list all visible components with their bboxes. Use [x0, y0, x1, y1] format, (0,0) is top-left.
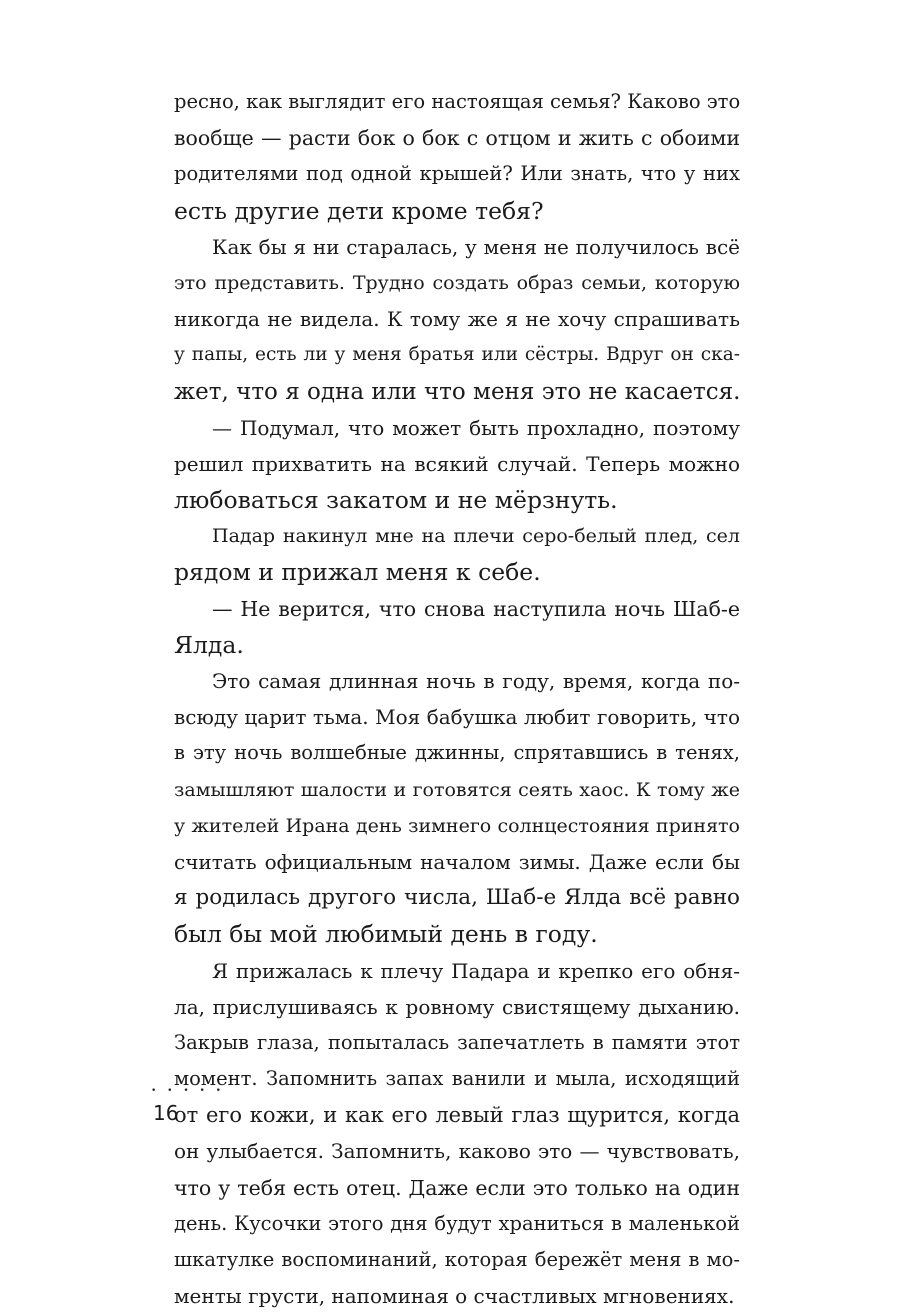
text-line: от его кожи, и как его левый глаз щурится, когда [174, 1103, 740, 1128]
text-line: день. Кусочки этого дня будут храниться в маленькой [174, 1211, 740, 1235]
text-line: Как бы я ни старалась, у меня не получилось всё [212, 234, 740, 259]
text-line: — Не верится, что снова наступила ночь Шаб-е [212, 596, 740, 621]
text-line: никогда не видела. К тому же я не хочу спрашивать [174, 307, 740, 332]
text-line: я родилась другого числа, Шаб-е Ялда всё равно [174, 885, 740, 911]
text-line: жет, что я одна или что меня это не касается. [174, 378, 740, 405]
text-line: Падар накинул мне на плечи серо-белый плед, сел [212, 525, 740, 548]
text-line: Закрыв глаза, попыталась запечатлеть в памяти этот [174, 1030, 740, 1054]
text-line: у жителей Ирана день зимнего солнцестояния принято [174, 814, 740, 837]
text-line: замышляют шалости и готовятся сеять хаос. К тому же [174, 778, 740, 801]
text-line: шкатулке воспоминаний, которая бережёт меня в мо- [174, 1248, 740, 1271]
text-line: момент. Запомнить запах ванили и мыла, исходящий [174, 1067, 740, 1091]
text-line: ла, прислушиваясь к ровному свистящему дыханию. [174, 994, 740, 1019]
text-line: был бы мой любимый день в году. [174, 920, 598, 949]
text-line: решил прихватить на всякий случай. Теперь можно [174, 451, 740, 476]
text-line: родителями под одной крышей? Или знать, что у них [174, 162, 740, 186]
body-text [174, 84, 740, 1314]
text-line: это представить. Трудно создать образ семьи, которую [174, 271, 740, 294]
text-line: есть другие дети кроме тебя? [174, 196, 544, 225]
text-line: Это самая длинная ночь в году, время, когда по- [212, 669, 740, 693]
text-line: менты грусти, напоминая о счастливых мгновениях. [174, 1284, 735, 1309]
page-number: 16 [153, 1101, 179, 1125]
text-line: он улыбается. Запомнить, каково это — чувствовать, [174, 1139, 740, 1164]
text-line: всюду царит тьма. Моя бабушка любит говорить, что [174, 705, 740, 730]
folio-ornament: • • • • • [151, 1086, 225, 1096]
text-line: считать официальным началом зимы. Даже если бы [174, 849, 740, 874]
text-line: любоваться закатом и не мёрзнуть. [174, 486, 618, 515]
text-line: что у тебя есть отец. Даже если это только на один [174, 1175, 740, 1200]
text-line: — Подумал, что может быть прохладно, поэтому [212, 415, 740, 440]
text-line: в эту ночь волшебные джинны, спрятавшись в тенях, [174, 741, 740, 765]
text-line: Я прижалась к плечу Падара и крепко его обня- [212, 958, 740, 983]
text-line: Ялда. [174, 630, 244, 659]
text-line: у папы, есть ли у меня братья или сёстры. Вдруг он ска- [174, 344, 740, 366]
text-line: вообще — расти бок о бок с отцом и жить с обоими [174, 126, 740, 151]
text-line: рядом и прижал меня к себе. [174, 558, 541, 587]
text-line: ресно, как выглядит его настоящая семья? Каково это [174, 90, 740, 113]
